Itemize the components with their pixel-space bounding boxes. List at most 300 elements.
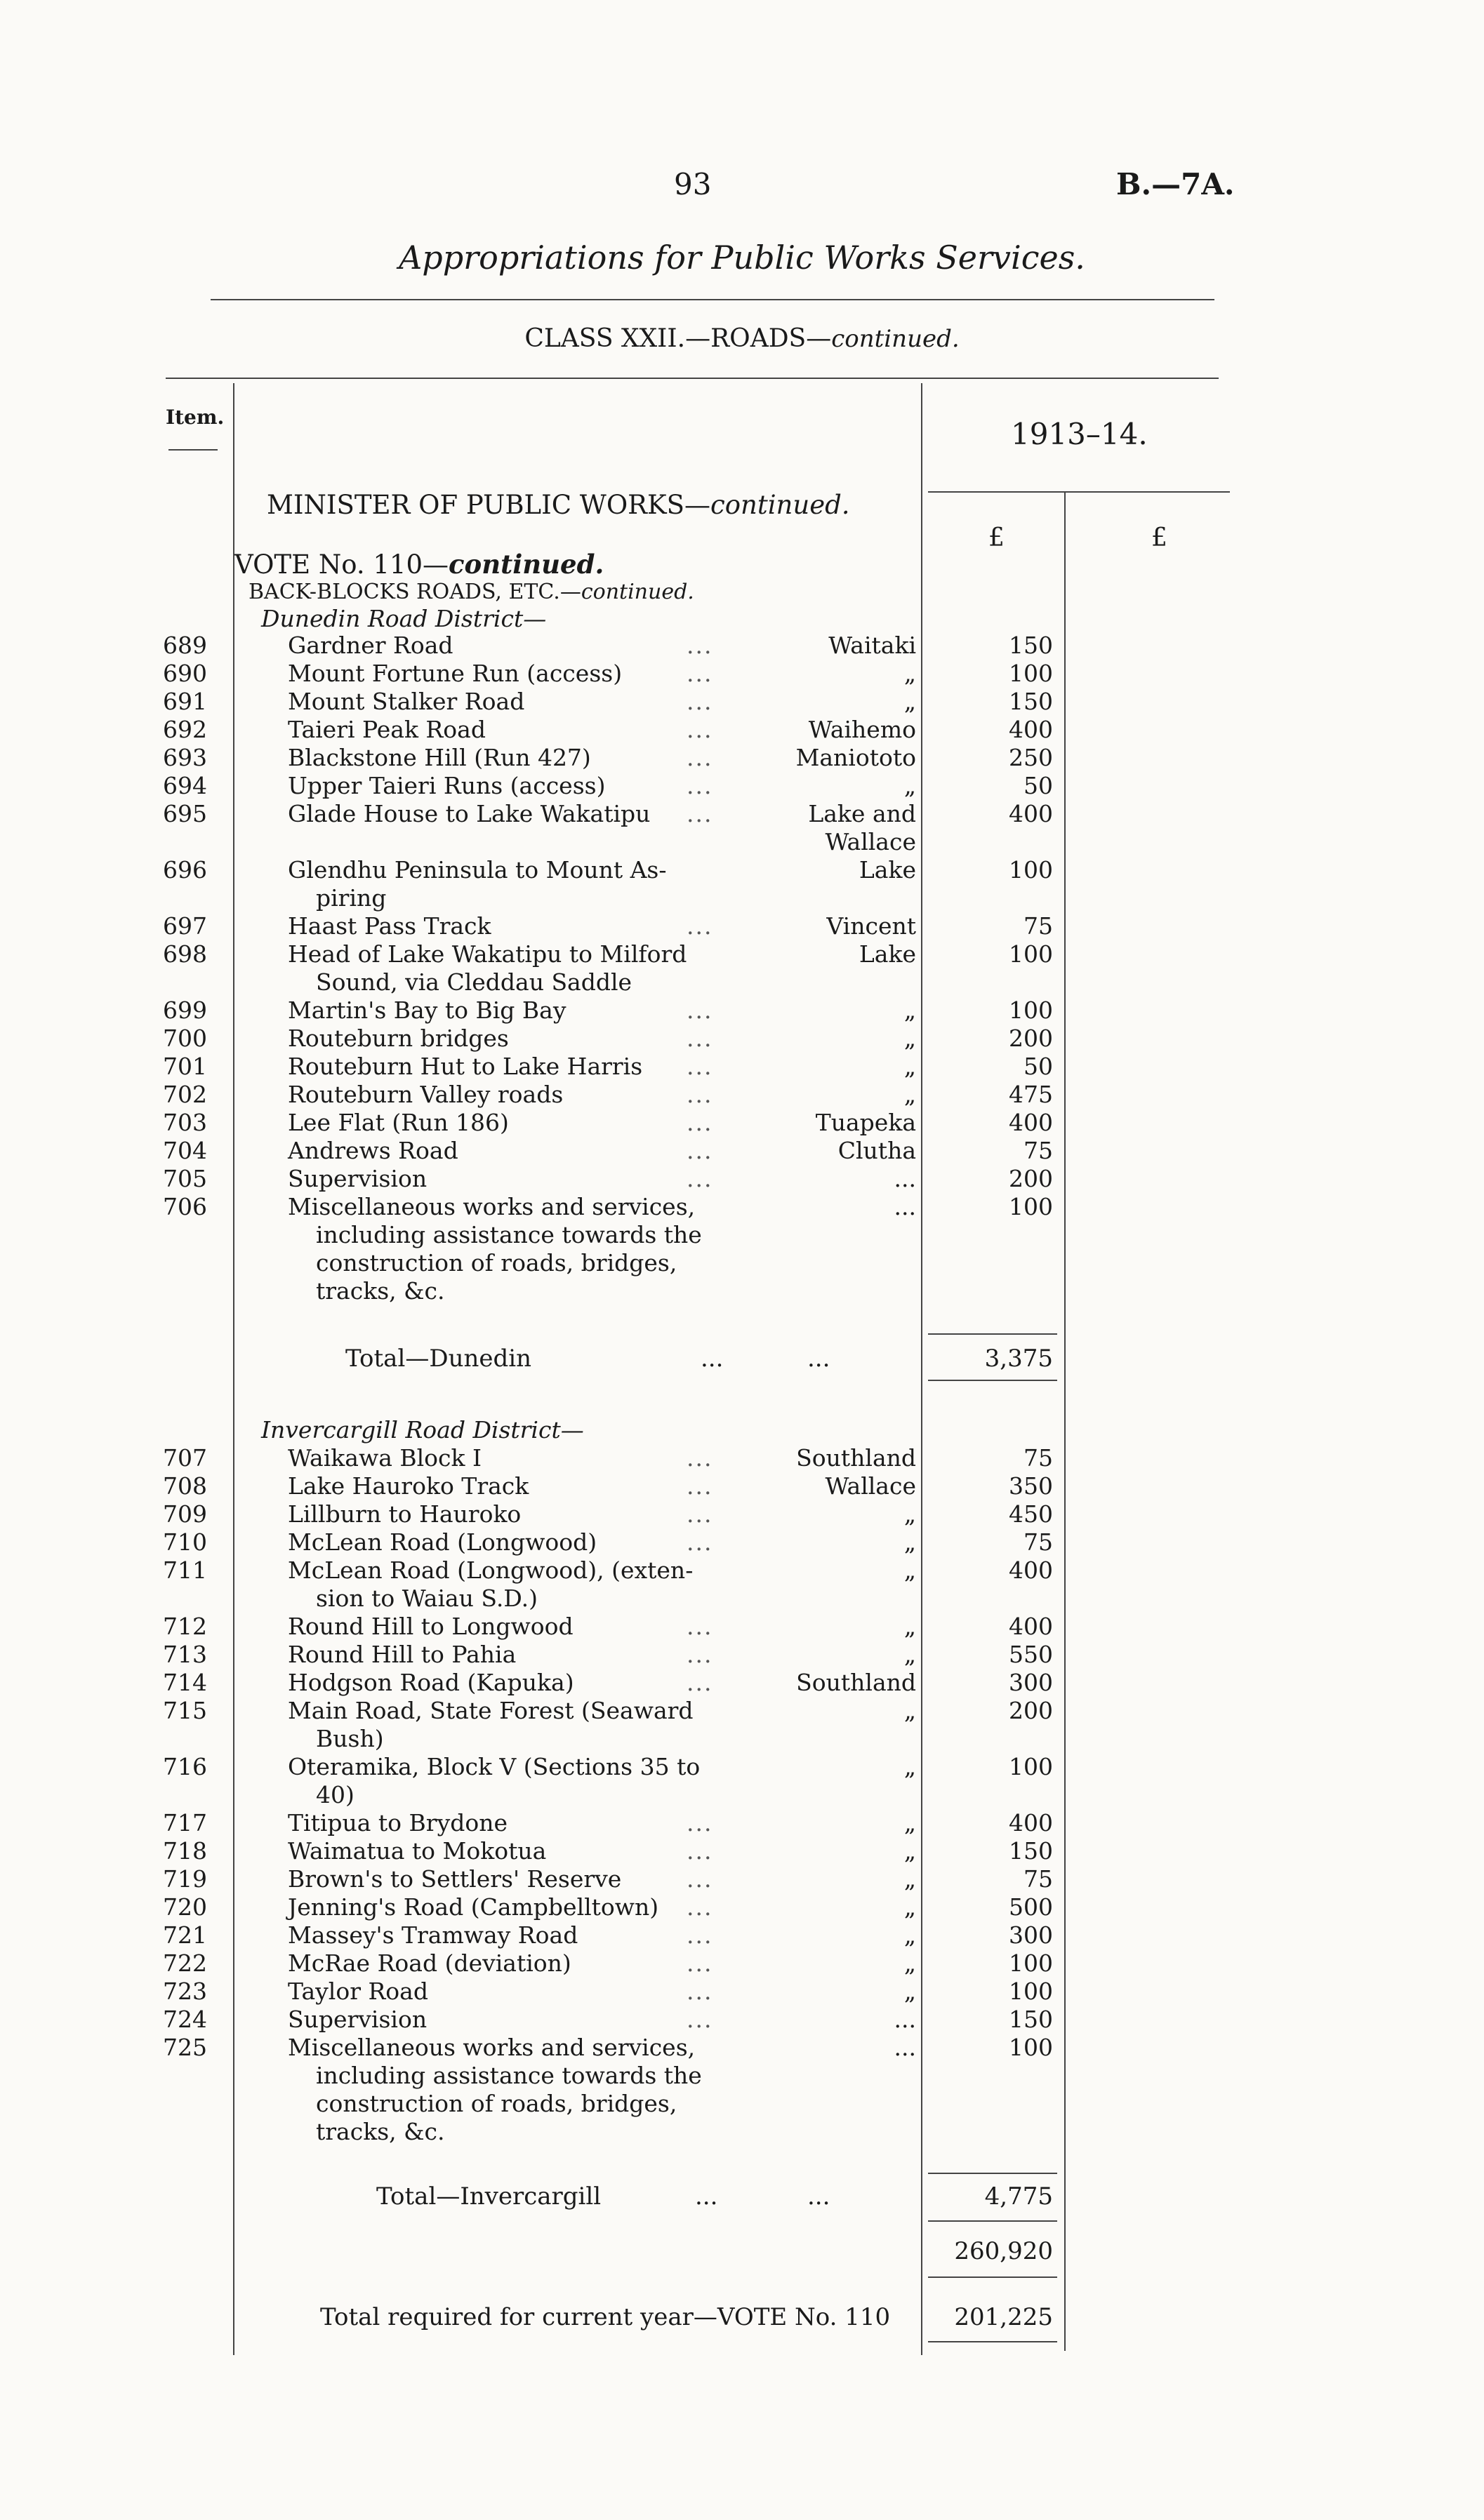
description-line: Haast Pass Track	[288, 912, 491, 940]
district-line: ...	[894, 2034, 916, 2061]
year-column-header: 1913–14.	[1011, 417, 1148, 451]
electoral-district	[765, 1669, 916, 1697]
district-line: „	[903, 1641, 916, 1668]
district-line: „	[903, 1528, 916, 1556]
inver-total-dots-1: ...	[695, 2182, 718, 2211]
amount: 100	[1009, 996, 1053, 1024]
description-continuation: construction of roads, bridges,	[316, 2090, 677, 2117]
leader-dots: ...	[687, 2006, 713, 2033]
description-line: Waimatua to Mokotua	[288, 1837, 547, 1865]
amount: 75	[1023, 1865, 1053, 1893]
item-description	[288, 1809, 737, 1837]
item-number: 693	[163, 744, 207, 771]
item-description	[288, 716, 737, 744]
item-number: 714	[163, 1669, 207, 1696]
title-rule	[211, 299, 1214, 300]
amount: 300	[1009, 1669, 1053, 1696]
description-line: Routeburn bridges	[288, 1025, 509, 1052]
minister-text: MINISTER OF PUBLIC WORKS—	[267, 490, 710, 520]
invercargill-total-amount: 4,775	[984, 2182, 1053, 2211]
dunedin-total-top-rule	[928, 1333, 1057, 1335]
amount: 400	[1009, 800, 1053, 827]
description-continuation: including assistance towards the	[316, 2062, 702, 2089]
item-description	[288, 1137, 737, 1165]
grand-total-rule	[928, 2341, 1057, 2342]
description-line: Supervision	[288, 1165, 428, 1192]
item-number: 700	[163, 1025, 207, 1052]
electoral-district	[765, 1809, 916, 1837]
district-line: Clutha	[837, 1137, 916, 1164]
item-description	[288, 1528, 737, 1556]
leader-dots: ...	[687, 1025, 713, 1052]
amount: 150	[1009, 1837, 1053, 1865]
item-description	[288, 632, 737, 660]
item-number: 716	[163, 1753, 207, 1780]
item-description	[288, 996, 737, 1025]
amount: 400	[1009, 1809, 1053, 1836]
item-number: 691	[163, 688, 207, 715]
electoral-district	[765, 1081, 916, 1109]
item-description	[288, 1613, 737, 1641]
item-description	[288, 1472, 737, 1500]
leader-dots: ...	[687, 1109, 713, 1136]
electoral-district	[765, 1528, 916, 1556]
item-number: 723	[163, 1978, 207, 2005]
amount: 75	[1023, 912, 1053, 940]
item-description	[288, 1025, 737, 1053]
dunedin-total-dots-2: ...	[807, 1345, 830, 1373]
district-line: Wallace	[825, 1472, 916, 1500]
description-continuation: piring	[316, 884, 387, 912]
description-line: Massey's Tramway Road	[288, 1921, 578, 1949]
description-line: Martin's Bay to Big Bay	[288, 996, 567, 1024]
item-description	[288, 1865, 737, 1893]
item-number: 721	[163, 1921, 207, 1949]
district-line: „	[903, 1053, 916, 1080]
item-description	[288, 912, 737, 940]
district-line: „	[903, 1978, 916, 2005]
district-line: „	[903, 1556, 916, 1584]
amount: 400	[1009, 1556, 1053, 1584]
description-line: Mount Fortune Run (access)	[288, 660, 623, 687]
district-line: „	[903, 772, 916, 799]
electoral-district	[765, 1641, 916, 1669]
district-line: „	[903, 1865, 916, 1893]
electoral-district	[765, 632, 916, 660]
amount: 475	[1009, 1081, 1053, 1108]
amount: 100	[1009, 856, 1053, 884]
description-continuation: Bush)	[316, 1725, 384, 1752]
electoral-district	[765, 716, 916, 744]
item-description	[288, 744, 737, 772]
district-line: „	[903, 1809, 916, 1836]
description-line: Brown's to Settlers' Reserve	[288, 1865, 622, 1893]
item-number: 705	[163, 1165, 207, 1192]
district-line: „	[903, 688, 916, 715]
leader-dots: ...	[687, 632, 713, 659]
item-number: 719	[163, 1865, 207, 1893]
district-line: Southland	[796, 1444, 916, 1472]
leader-dots: ...	[687, 716, 713, 743]
item-head-underline	[168, 449, 218, 451]
district-line: Wallace	[825, 828, 916, 855]
leader-dots: ...	[687, 1165, 713, 1192]
amount: 400	[1009, 1109, 1053, 1136]
item-number: 715	[163, 1697, 207, 1724]
description-line: Taylor Road	[288, 1978, 428, 2005]
item-number: 724	[163, 2006, 207, 2033]
currency-header-2: £	[1151, 524, 1167, 552]
amount: 100	[1009, 940, 1053, 968]
vote-text: VOTE No. 110—	[234, 549, 449, 580]
electoral-district	[765, 1865, 916, 1893]
dunedin-total-dots-1: ...	[701, 1345, 724, 1373]
district-line: „	[903, 660, 916, 687]
description-line: Gardner Road	[288, 632, 453, 659]
leader-dots: ...	[687, 1500, 713, 1528]
item-description	[288, 1165, 737, 1193]
amount: 100	[1009, 2034, 1053, 2061]
district-line: „	[903, 1697, 916, 1724]
subheading-text: BACK-BLOCKS ROADS, ETC.—	[249, 580, 581, 604]
leader-dots: ...	[687, 1444, 713, 1472]
leader-dots: ...	[687, 1081, 713, 1108]
leader-dots: ...	[687, 1137, 713, 1164]
district-line: „	[903, 1081, 916, 1108]
dunedin-total-bottom-rule	[928, 1380, 1057, 1381]
electoral-district	[765, 1893, 916, 1921]
electoral-district	[765, 1697, 916, 1725]
district-line: Tuapeka	[815, 1109, 916, 1136]
amount-left-rule	[921, 383, 922, 2355]
leader-dots: ...	[687, 1613, 713, 1640]
description-line: Waikawa Block I	[288, 1444, 482, 1472]
district-line: Lake	[859, 856, 916, 884]
amount: 50	[1023, 1053, 1053, 1080]
item-number: 722	[163, 1949, 207, 1977]
description-line: Hodgson Road (Kapuka)	[288, 1669, 574, 1696]
item-number: 690	[163, 660, 207, 687]
district-line: „	[903, 1613, 916, 1640]
electoral-district	[765, 1444, 916, 1472]
leader-dots: ...	[687, 1978, 713, 2005]
item-number: 702	[163, 1081, 207, 1108]
inver-total-top-rule	[928, 2173, 1057, 2174]
item-number: 709	[163, 1500, 207, 1528]
subtotal-amount: 260,920	[954, 2237, 1053, 2265]
electoral-district	[765, 2034, 916, 2062]
year-header-rule	[928, 491, 1230, 493]
electoral-district	[765, 1837, 916, 1865]
electoral-district	[765, 1165, 916, 1193]
leader-dots: ...	[687, 1472, 713, 1500]
item-number: 707	[163, 1444, 207, 1472]
item-description	[288, 1697, 737, 1753]
electoral-district	[765, 912, 916, 940]
item-description	[288, 1444, 737, 1472]
item-number: 711	[163, 1556, 207, 1584]
item-number: 697	[163, 912, 207, 940]
item-description	[288, 2034, 737, 2146]
item-number: 698	[163, 940, 207, 968]
description-line: Jenning's Road (Campbelltown)	[288, 1893, 659, 1921]
amount: 100	[1009, 660, 1053, 687]
leader-dots: ...	[687, 660, 713, 687]
amount: 550	[1009, 1641, 1053, 1668]
inver-total-bottom-rule	[928, 2220, 1057, 2222]
item-number: 708	[163, 1472, 207, 1500]
description-line: McLean Road (Longwood), (exten-	[288, 1556, 694, 1584]
item-number: 712	[163, 1613, 207, 1640]
item-description	[288, 1081, 737, 1109]
leader-dots: ...	[687, 1669, 713, 1696]
amount: 100	[1009, 1978, 1053, 2005]
amount: 200	[1009, 1025, 1053, 1052]
electoral-district	[765, 1109, 916, 1137]
description-line: McLean Road (Longwood)	[288, 1528, 597, 1556]
description-continuation: Sound, via Cleddau Saddle	[316, 968, 632, 996]
electoral-district	[765, 660, 916, 688]
amount: 300	[1009, 1921, 1053, 1949]
amount-mid-rule	[1064, 491, 1066, 2351]
item-number: 701	[163, 1053, 207, 1080]
item-number: 694	[163, 772, 207, 799]
class-title	[0, 324, 1484, 353]
district-line: „	[903, 1025, 916, 1052]
district-line: Lake	[859, 940, 916, 968]
district-line: „	[903, 1921, 916, 1949]
description-line: Routeburn Hut to Lake Harris	[288, 1053, 643, 1080]
district-line: „	[903, 1949, 916, 1977]
electoral-district	[765, 1500, 916, 1528]
electoral-district	[765, 744, 916, 772]
vote-heading	[234, 549, 604, 580]
description-line: Oteramika, Block V (Sections 35 to	[288, 1753, 701, 1780]
item-number: 699	[163, 996, 207, 1024]
district-line: Lake and	[808, 800, 916, 827]
description-line: McRae Road (deviation)	[288, 1949, 571, 1977]
description-continuation: including assistance towards the	[316, 1221, 702, 1248]
minister-suffix: continued.	[710, 490, 850, 520]
amount: 500	[1009, 1893, 1053, 1921]
district-line: „	[903, 996, 916, 1024]
electoral-district	[765, 1137, 916, 1165]
leader-dots: ...	[687, 996, 713, 1024]
item-description	[288, 1837, 737, 1865]
electoral-district	[765, 772, 916, 800]
item-description	[288, 800, 737, 828]
electoral-district	[765, 1978, 916, 2006]
item-description	[288, 2006, 737, 2034]
amount: 150	[1009, 2006, 1053, 2033]
item-number: 720	[163, 1893, 207, 1921]
leader-dots: ...	[687, 800, 713, 827]
leader-dots: ...	[687, 1893, 713, 1921]
amount: 50	[1023, 772, 1053, 799]
description-line: Lake Hauroko Track	[288, 1472, 529, 1500]
page-number: 93	[674, 167, 712, 201]
document-reference: B.—7A.	[1116, 167, 1235, 201]
description-line: Supervision	[288, 2006, 428, 2033]
dunedin-total-label: Total—Dunedin	[345, 1345, 532, 1373]
district-line: Vincent	[826, 912, 916, 940]
amount: 150	[1009, 688, 1053, 715]
description-line: Andrews Road	[288, 1137, 458, 1164]
district-line: „	[903, 1500, 916, 1528]
electoral-district	[765, 1921, 916, 1949]
dunedin-total-amount: 3,375	[984, 1345, 1053, 1373]
district-line: „	[903, 1893, 916, 1921]
amount: 75	[1023, 1528, 1053, 1556]
description-line: Mount Stalker Road	[288, 688, 525, 715]
item-number: 725	[163, 2034, 207, 2061]
table-top-rule	[166, 378, 1219, 379]
item-description	[288, 1669, 737, 1697]
amount: 150	[1009, 632, 1053, 659]
item-description	[288, 856, 737, 912]
leader-dots: ...	[687, 1949, 713, 1977]
description-continuation: tracks, &c.	[316, 2118, 445, 2145]
leader-dots: ...	[687, 1865, 713, 1893]
description-line: Titipua to Brydone	[288, 1809, 508, 1836]
district-line: ...	[894, 1165, 916, 1192]
electoral-district	[765, 940, 916, 968]
item-description	[288, 660, 737, 688]
item-number: 703	[163, 1109, 207, 1136]
class-title-text: CLASS XXII.—ROADS—	[524, 324, 832, 353]
electoral-district	[765, 2006, 916, 2034]
electoral-district	[765, 996, 916, 1025]
item-number: 695	[163, 800, 207, 827]
subtotal-bottom-rule	[928, 2276, 1057, 2278]
item-description	[288, 688, 737, 716]
amount: 75	[1023, 1137, 1053, 1164]
leader-dots: ...	[687, 744, 713, 771]
amount: 450	[1009, 1500, 1053, 1528]
amount: 100	[1009, 1193, 1053, 1220]
description-line: Miscellaneous works and services,	[288, 2034, 696, 2061]
district-line: Waitaki	[828, 632, 916, 659]
district-line: „	[903, 1837, 916, 1865]
item-number: 717	[163, 1809, 207, 1836]
electoral-district	[765, 1753, 916, 1781]
electoral-district	[765, 1053, 916, 1081]
item-column-header: Item.	[166, 406, 225, 429]
leader-dots: ...	[687, 772, 713, 799]
item-description	[288, 1556, 737, 1613]
item-number: 706	[163, 1193, 207, 1220]
leader-dots: ...	[687, 912, 713, 940]
item-number: 692	[163, 716, 207, 743]
district-line: Maniototo	[795, 744, 916, 771]
item-description	[288, 1893, 737, 1921]
item-number: 718	[163, 1837, 207, 1865]
district-line: Southland	[796, 1669, 916, 1696]
amount: 350	[1009, 1472, 1053, 1500]
description-line: Taieri Peak Road	[288, 716, 486, 743]
description-line: Lee Flat (Run 186)	[288, 1109, 509, 1136]
item-number: 696	[163, 856, 207, 884]
page-title: Appropriations for Public Works Services.	[399, 239, 1085, 276]
amount: 250	[1009, 744, 1053, 771]
item-description	[288, 1949, 737, 1978]
item-description	[288, 772, 737, 800]
item-number: 704	[163, 1137, 207, 1164]
item-description	[288, 1921, 737, 1949]
description-continuation: construction of roads, bridges,	[316, 1249, 677, 1276]
description-line: Round Hill to Pahia	[288, 1641, 517, 1668]
description-line: Round Hill to Longwood	[288, 1613, 574, 1640]
item-number: 710	[163, 1528, 207, 1556]
district-line: Waihemo	[808, 716, 916, 743]
description-line: Upper Taieri Runs (access)	[288, 772, 606, 799]
inver-total-dots-2: ...	[807, 2182, 830, 2211]
description-continuation: sion to Waiau S.D.)	[316, 1585, 538, 1612]
amount: 400	[1009, 716, 1053, 743]
electoral-district	[765, 800, 916, 856]
invercargill-district-heading: Invercargill Road District—	[261, 1416, 584, 1444]
description-line: Lillburn to Hauroko	[288, 1500, 522, 1528]
invercargill-total-label: Total—Invercargill	[376, 2182, 602, 2211]
leader-dots: ...	[687, 1641, 713, 1668]
leader-dots: ...	[687, 688, 713, 715]
electoral-district	[765, 688, 916, 716]
item-description	[288, 1053, 737, 1081]
vote-suffix: continued.	[449, 549, 604, 580]
amount: 200	[1009, 1165, 1053, 1192]
electoral-district	[765, 1949, 916, 1978]
description-line: Routeburn Valley roads	[288, 1081, 564, 1108]
dunedin-district-heading: Dunedin Road District—	[261, 605, 547, 632]
leader-dots: ...	[687, 1528, 713, 1556]
leader-dots: ...	[687, 1809, 713, 1836]
district-line: ...	[894, 1193, 916, 1220]
leader-dots: ...	[687, 1053, 713, 1080]
amount: 75	[1023, 1444, 1053, 1472]
description-continuation: 40)	[316, 1781, 355, 1808]
grand-total-label: Total required for current year—VOTE No. 110	[320, 2303, 891, 2331]
electoral-district	[765, 1556, 916, 1585]
district-line: „	[903, 1753, 916, 1780]
district-line: ...	[894, 2006, 916, 2033]
item-number: 713	[163, 1641, 207, 1668]
currency-header-1: £	[988, 524, 1005, 552]
description-line: Glade House to Lake Wakatipu	[288, 800, 651, 827]
item-description	[288, 1193, 737, 1305]
item-description	[288, 940, 737, 996]
description-line: Head of Lake Wakatipu to Milford	[288, 940, 687, 968]
electoral-district	[765, 1025, 916, 1053]
item-description	[288, 1641, 737, 1669]
item-description	[288, 1978, 737, 2006]
amount: 400	[1009, 1613, 1053, 1640]
item-number: 689	[163, 632, 207, 659]
description-line: Miscellaneous works and services,	[288, 1193, 696, 1220]
minister-heading	[267, 490, 850, 520]
leader-dots: ...	[687, 1921, 713, 1949]
class-title-suffix: continued.	[831, 325, 960, 353]
section-subheading	[249, 580, 694, 604]
electoral-district	[765, 1193, 916, 1221]
item-column-rule	[233, 383, 234, 2355]
description-line: Blackstone Hill (Run 427)	[288, 744, 591, 771]
electoral-district	[765, 1472, 916, 1500]
leader-dots: ...	[687, 1837, 713, 1865]
description-continuation: tracks, &c.	[316, 1277, 445, 1305]
item-description	[288, 1500, 737, 1528]
electoral-district	[765, 856, 916, 884]
amount: 200	[1009, 1697, 1053, 1724]
